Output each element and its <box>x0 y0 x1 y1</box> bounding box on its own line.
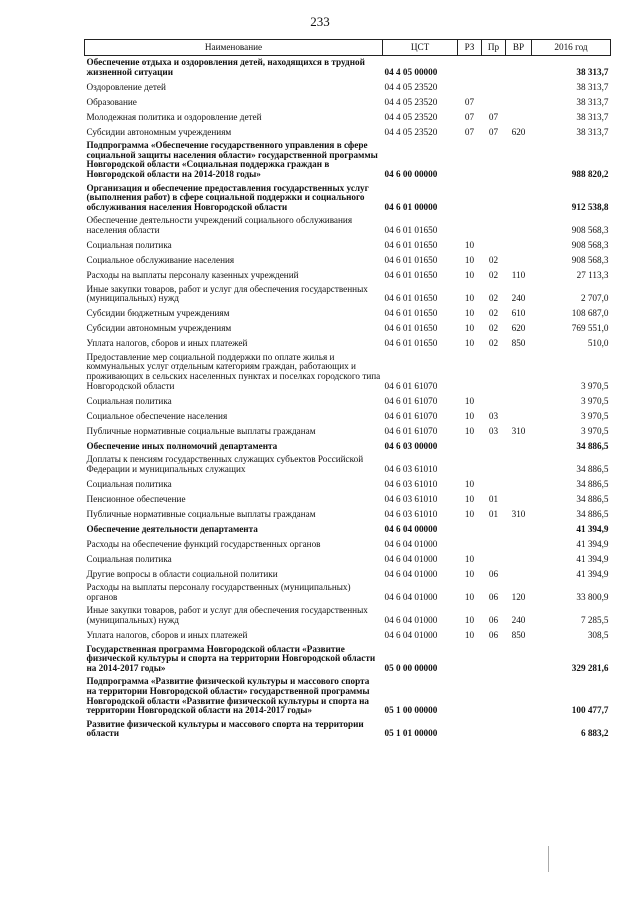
cell-name: Социальное обслуживание населения <box>86 254 235 265</box>
cell-pr: 02 <box>488 269 499 280</box>
cell-vr <box>506 718 532 741</box>
cell-name: Государственная программа Новгородской области «Развитие физической культуры и спорта на территории Новгородской области на 2014-2017 годы» <box>86 643 376 673</box>
cell-pr <box>482 453 506 476</box>
cell-pr <box>482 214 506 237</box>
cell-name: Социальная политика <box>86 395 172 406</box>
cell-rz: 10 <box>464 395 475 406</box>
cell-sum: 908 568,3 <box>571 254 609 265</box>
table-row <box>85 675 611 717</box>
cell-cst: 05 0 00 00000 <box>384 662 438 673</box>
cell-name: Публичные нормативные социальные выплаты гражданам <box>86 425 316 436</box>
cell-sum: 3 970,5 <box>580 395 609 406</box>
cell-name: Социальное обеспечение населения <box>86 410 228 421</box>
table-row <box>85 551 611 566</box>
cell-rz: 10 <box>464 568 475 579</box>
cell-sum: 912 538,8 <box>571 201 609 212</box>
cell-sum: 34 886,5 <box>576 508 609 519</box>
cell-sum: 38 313,7 <box>576 81 609 92</box>
cell-name: Молодежная политика и оздоровление детей <box>86 111 262 122</box>
cell-cst: 04 4 05 23520 <box>384 96 438 107</box>
cell-vr <box>506 476 532 491</box>
header-rz: РЗ <box>458 40 482 56</box>
cell-name: Субсидии автономным учреждениям <box>86 126 232 137</box>
cell-rz <box>458 79 482 94</box>
cell-cst: 04 6 01 61070 <box>384 410 438 421</box>
cell-cst: 04 4 05 23520 <box>384 126 438 137</box>
table-row <box>85 491 611 506</box>
cell-sum: 308,5 <box>587 630 609 641</box>
table-row <box>85 604 611 627</box>
cell-pr: 02 <box>488 323 499 334</box>
cell-sum: 34 886,5 <box>576 440 609 451</box>
cell-pr <box>482 718 506 741</box>
cell-sum: 2 707,0 <box>580 293 609 304</box>
cell-cst: 04 6 04 01000 <box>384 591 438 602</box>
cell-vr <box>506 238 532 253</box>
cell-name: Предоставление мер социальной поддержки по оплате жилья и коммунальных услуг отдельным категориям граждан, работающих и проживающих в сельских населенных пунктах и поселках городского типа Новгородской области <box>86 351 381 391</box>
cell-sum: 6 883,2 <box>580 728 609 739</box>
cell-vr <box>506 438 532 453</box>
cell-name: Расходы на выплаты персоналу казенных учреждений <box>86 269 299 280</box>
cell-name: Организация и обеспечение предоставления государственных услуг (выполнения работ) в сфере социальной поддержки и социального обслуживания населения Новгородской области <box>86 182 369 212</box>
cell-sum: 38 313,7 <box>576 126 609 137</box>
cell-name: Обеспечение иных полномочий департамента <box>86 440 278 451</box>
cell-sum: 38 313,7 <box>576 66 609 77</box>
table-row <box>85 238 611 253</box>
cell-cst: 04 6 03 61010 <box>384 493 438 504</box>
cell-vr: 240 <box>511 615 526 626</box>
table-row <box>85 718 611 741</box>
cell-cst: 04 6 01 01650 <box>384 308 438 319</box>
cell-cst: 05 1 00 00000 <box>384 705 438 716</box>
cell-sum: 7 285,5 <box>580 615 609 626</box>
cell-rz <box>458 139 482 181</box>
table-row <box>85 253 611 268</box>
cell-sum: 41 394,9 <box>576 538 609 549</box>
cell-cst: 04 4 05 23520 <box>384 81 438 92</box>
cell-vr <box>506 351 532 393</box>
cell-sum: 100 477,7 <box>571 705 609 716</box>
table-row <box>85 336 611 351</box>
cell-rz <box>458 351 482 393</box>
cell-name: Иные закупки товаров, работ и услуг для обеспечения государственных (муниципальных) нужд <box>86 283 368 304</box>
cell-sum: 34 886,5 <box>576 463 609 474</box>
cell-sum: 38 313,7 <box>576 111 609 122</box>
cell-sum: 33 800,9 <box>576 591 609 602</box>
cell-rz <box>458 675 482 717</box>
cell-vr <box>506 643 532 676</box>
cell-vr: 620 <box>511 323 526 334</box>
cell-name: Социальная политика <box>86 553 172 564</box>
cell-pr <box>482 351 506 393</box>
cell-name: Подпрограмма «Развитие физической культуры и массового спорта на территории Новгородской области» государственной программы Новгородской области «Развитие физической культуры и спорта на территории Новгородской области на 2014-2017 годы» <box>86 676 370 716</box>
cell-rz: 10 <box>464 425 475 436</box>
cell-name: Иные закупки товаров, работ и услуг для обеспечения государственных (муниципальных) нужд <box>86 605 368 626</box>
cell-vr <box>506 56 532 80</box>
table-row <box>85 506 611 521</box>
table-row <box>85 283 611 306</box>
cell-cst: 04 4 05 00000 <box>384 66 438 77</box>
cell-vr <box>506 551 532 566</box>
table-row <box>85 139 611 181</box>
cell-name: Субсидии автономным учреждениям <box>86 323 232 334</box>
cell-name: Обеспечение деятельности учреждений социального обслуживания населения области <box>86 215 353 235</box>
cell-vr <box>506 566 532 581</box>
cell-rz: 10 <box>464 508 475 519</box>
cell-name: Расходы на выплаты персоналу государственных (муниципальных) органов <box>86 582 351 602</box>
cell-rz: 10 <box>464 323 475 334</box>
cell-cst: 04 6 01 00000 <box>384 201 438 212</box>
cell-cst: 04 6 00 00000 <box>384 168 438 179</box>
cell-vr <box>506 408 532 423</box>
cell-pr: 01 <box>488 508 499 519</box>
cell-pr: 02 <box>488 338 499 349</box>
cell-name: Публичные нормативные социальные выплаты гражданам <box>86 508 316 519</box>
cell-sum: 769 551,0 <box>571 323 609 334</box>
table-row <box>85 109 611 124</box>
cell-cst: 04 6 01 01650 <box>384 293 438 304</box>
cell-rz <box>458 453 482 476</box>
cell-rz <box>458 214 482 237</box>
cell-pr: 01 <box>488 493 499 504</box>
cell-cst: 04 6 03 61010 <box>384 478 438 489</box>
cell-vr <box>506 453 532 476</box>
cell-sum: 27 113,3 <box>576 269 609 280</box>
cell-cst: 04 6 01 61070 <box>384 395 438 406</box>
table-row <box>85 306 611 321</box>
table-row <box>85 536 611 551</box>
cell-vr <box>506 214 532 237</box>
cell-pr: 02 <box>488 293 499 304</box>
cell-name: Доплаты к пенсиям государственных служащих субъектов Российской Федерации и муниципальных служащих <box>86 454 364 474</box>
cell-pr: 06 <box>488 615 499 626</box>
cell-sum: 41 394,9 <box>576 523 609 534</box>
cell-rz: 10 <box>464 293 475 304</box>
cell-pr <box>482 551 506 566</box>
cell-vr: 110 <box>511 269 526 280</box>
cell-sum: 3 970,5 <box>580 425 609 436</box>
cell-rz: 10 <box>464 493 475 504</box>
cell-pr: 02 <box>488 254 499 265</box>
table-row <box>85 566 611 581</box>
cell-vr: 850 <box>511 630 526 641</box>
cell-name: Пенсионное обеспечение <box>86 493 186 504</box>
table-row <box>85 351 611 393</box>
table-row <box>85 214 611 237</box>
cell-sum: 3 970,5 <box>580 380 609 391</box>
cell-pr: 06 <box>488 630 499 641</box>
cell-name: Уплата налогов, сборов и иных платежей <box>86 338 248 349</box>
budget-table <box>84 39 611 741</box>
scan-artifact-line <box>548 846 549 872</box>
cell-name: Образование <box>86 96 137 107</box>
table-header <box>85 40 611 56</box>
table-row <box>85 628 611 643</box>
cell-rz: 10 <box>464 591 475 602</box>
table-row <box>85 581 611 604</box>
cell-rz: 07 <box>464 126 475 137</box>
table-row <box>85 521 611 536</box>
cell-rz: 10 <box>464 630 475 641</box>
cell-cst: 04 6 04 01000 <box>384 538 438 549</box>
cell-pr: 06 <box>488 568 499 579</box>
table-row <box>85 268 611 283</box>
cell-sum: 908 568,3 <box>571 239 609 250</box>
header-cst: ЦСТ <box>383 40 458 56</box>
cell-rz: 07 <box>464 111 475 122</box>
cell-name: Обеспечение деятельности департамента <box>86 523 258 534</box>
cell-pr: 03 <box>488 425 499 436</box>
table-row <box>85 453 611 476</box>
cell-vr: 620 <box>511 126 526 137</box>
cell-rz <box>458 56 482 80</box>
table-row <box>85 423 611 438</box>
cell-rz: 07 <box>464 96 475 107</box>
cell-rz <box>458 182 482 215</box>
cell-name: Расходы на обеспечение функций государственных органов <box>86 538 321 549</box>
cell-sum: 108 687,0 <box>571 308 609 319</box>
cell-pr: 03 <box>488 410 499 421</box>
cell-cst: 04 6 01 61070 <box>384 380 438 391</box>
cell-cst: 04 6 01 01650 <box>384 254 438 265</box>
cell-name: Оздоровление детей <box>86 81 166 92</box>
table-row <box>85 321 611 336</box>
cell-pr <box>482 675 506 717</box>
cell-sum: 41 394,9 <box>576 568 609 579</box>
table-row <box>85 438 611 453</box>
cell-sum: 329 281,6 <box>571 662 609 673</box>
cell-vr <box>506 79 532 94</box>
cell-pr <box>482 56 506 80</box>
cell-vr <box>506 675 532 717</box>
cell-name: Подпрограмма «Обеспечение государственного управления в сфере социальной защиты населения области» государственной программы Новгородской области «Социальная поддержка граждан в Новгородской области на 2014-2018 годы» <box>86 140 378 179</box>
cell-vr: 310 <box>511 508 526 519</box>
cell-pr <box>482 139 506 181</box>
cell-vr <box>506 491 532 506</box>
cell-name: Субсидии бюджетным учреждениям <box>86 308 230 319</box>
cell-cst: 04 6 03 61010 <box>384 463 438 474</box>
table-row <box>85 393 611 408</box>
cell-rz: 10 <box>464 410 475 421</box>
cell-sum: 908 568,3 <box>571 224 609 235</box>
cell-vr <box>506 94 532 109</box>
table-row <box>85 182 611 215</box>
cell-cst: 04 6 01 61070 <box>384 425 438 436</box>
cell-rz <box>458 643 482 676</box>
cell-pr: 02 <box>488 308 499 319</box>
cell-cst: 04 6 03 00000 <box>384 440 438 451</box>
cell-pr <box>482 94 506 109</box>
cell-name: Уплата налогов, сборов и иных платежей <box>86 630 248 641</box>
cell-cst: 04 6 01 01650 <box>384 224 438 235</box>
table-row <box>85 476 611 491</box>
cell-pr: 07 <box>488 111 499 122</box>
cell-vr <box>506 109 532 124</box>
cell-pr <box>482 536 506 551</box>
cell-pr <box>482 238 506 253</box>
table-row <box>85 124 611 139</box>
cell-cst: 05 1 01 00000 <box>384 728 438 739</box>
cell-name: Обеспечение отдыха и оздоровления детей, находящихся в трудной жизненной ситуации <box>86 57 365 77</box>
cell-name: Развитие физической культуры и массового спорта на территории области <box>86 718 364 739</box>
cell-sum: 38 313,7 <box>576 96 609 107</box>
cell-sum: 34 886,5 <box>576 493 609 504</box>
cell-vr: 610 <box>511 308 526 319</box>
cell-cst: 04 6 04 01000 <box>384 630 438 641</box>
cell-cst: 04 6 03 61010 <box>384 508 438 519</box>
cell-cst: 04 6 04 00000 <box>384 523 438 534</box>
table-row <box>85 56 611 80</box>
cell-rz <box>458 536 482 551</box>
table-row <box>85 94 611 109</box>
cell-rz: 10 <box>464 269 475 280</box>
cell-vr <box>506 139 532 181</box>
cell-cst: 04 6 04 01000 <box>384 568 438 579</box>
cell-rz: 10 <box>464 338 475 349</box>
cell-sum: 34 886,5 <box>576 478 609 489</box>
cell-rz: 10 <box>464 553 475 564</box>
table-row <box>85 79 611 94</box>
cell-pr <box>482 393 506 408</box>
cell-rz: 10 <box>464 478 475 489</box>
cell-vr <box>506 393 532 408</box>
cell-pr: 07 <box>488 126 499 137</box>
table-row <box>85 643 611 676</box>
cell-vr: 120 <box>511 591 526 602</box>
table-body <box>85 56 611 742</box>
cell-cst: 04 4 05 23520 <box>384 111 438 122</box>
header-year: 2016 год <box>532 40 611 56</box>
cell-cst: 04 6 01 01650 <box>384 323 438 334</box>
cell-vr: 240 <box>511 293 526 304</box>
cell-rz: 10 <box>464 254 475 265</box>
cell-vr <box>506 253 532 268</box>
cell-pr <box>482 182 506 215</box>
cell-name: Социальная политика <box>86 478 172 489</box>
cell-sum: 988 820,2 <box>571 168 609 179</box>
header-vr: ВР <box>506 40 532 56</box>
cell-vr: 850 <box>511 338 526 349</box>
cell-sum: 3 970,5 <box>580 410 609 421</box>
cell-pr: 06 <box>488 591 499 602</box>
table-row <box>85 408 611 423</box>
cell-pr <box>482 438 506 453</box>
cell-cst: 04 6 04 01000 <box>384 553 438 564</box>
cell-rz <box>458 718 482 741</box>
cell-cst: 04 6 01 01650 <box>384 338 438 349</box>
header-pr: Пр <box>482 40 506 56</box>
cell-pr <box>482 643 506 676</box>
cell-rz: 10 <box>464 239 475 250</box>
cell-pr <box>482 521 506 536</box>
header-name: Наименование <box>85 40 383 56</box>
cell-cst: 04 6 04 01000 <box>384 615 438 626</box>
cell-vr: 310 <box>511 425 526 436</box>
cell-name: Социальная политика <box>86 239 172 250</box>
cell-pr <box>482 79 506 94</box>
cell-cst: 04 6 01 01650 <box>384 239 438 250</box>
cell-sum: 510,0 <box>587 338 609 349</box>
page-number: 233 <box>310 14 330 29</box>
cell-rz <box>458 521 482 536</box>
cell-cst: 04 6 01 01650 <box>384 269 438 280</box>
cell-name: Другие вопросы в области социальной политики <box>86 568 278 579</box>
cell-rz <box>458 438 482 453</box>
cell-vr <box>506 182 532 215</box>
cell-sum: 41 394,9 <box>576 553 609 564</box>
cell-pr <box>482 476 506 491</box>
cell-rz: 10 <box>464 308 475 319</box>
cell-vr <box>506 536 532 551</box>
cell-rz: 10 <box>464 615 475 626</box>
cell-vr <box>506 521 532 536</box>
